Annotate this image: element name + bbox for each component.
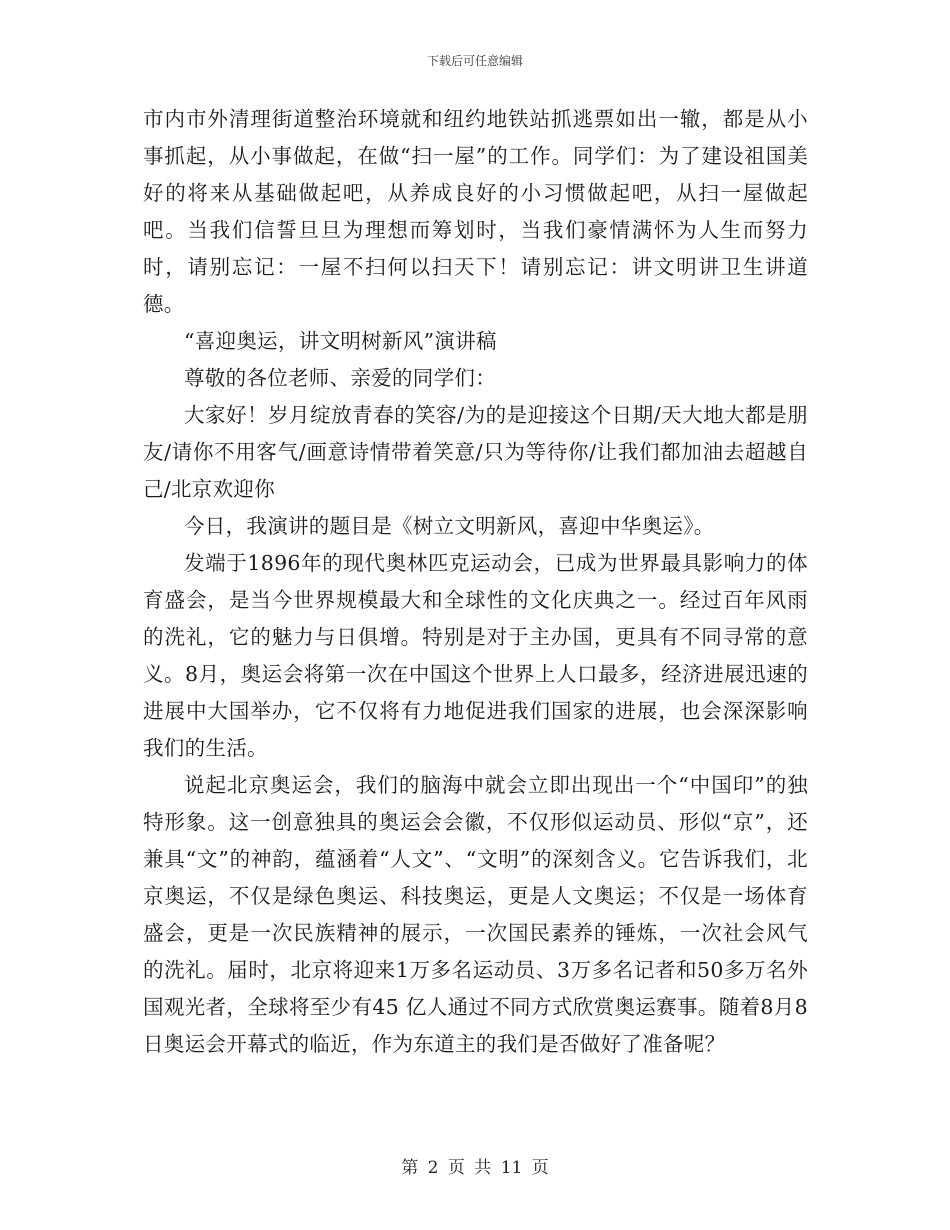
paragraph-1: 市内市外清理街道整治环境就和纽约地铁站抓逃票如出一辙，都是从小事抓起，从小事做起，在做“扫一屋”的工作。同学们：为了建设祖国美好的将来从基础做起吧，从养成良好的小习惯做起吧，从扫一屋做起吧。当我们信誓旦旦为理想而筹划时，当我们豪情满怀为人生而努力时，请别忘记：一屋不扫何以扫天下！请别忘记：讲文明讲卫生讲道德。 bbox=[143, 107, 808, 316]
paragraph-olympics-history: 发端于1896年的现代奥林匹克运动会，已成为世界最具影响力的体育盛会，是当今世界规模最大和全球性的文化庆典之一。经过百年风雨的洗礼，它的魅力与日俱增。特别是对于主办国，更具有不同寻常的意义。8月，奥运会将第一次在中国这个世界上人口最多，经济进展迅速的进展中大国举办，它不仅将有力地促进我们国家的进展，也会深深影响我们的生活。 bbox=[143, 551, 808, 760]
paragraph-greeting: 大家好！岁月绽放青春的笑容/为的是迎接这个日期/天大地大都是朋友/请你不用客气/画意诗情带着笑意/只为等待你/让我们都加油去超越自己/北京欢迎你 bbox=[143, 403, 808, 501]
page-number-footer: 第 2 页 共 11 页 bbox=[401, 1158, 549, 1178]
salutation: 尊敬的各位老师、亲爱的同学们： bbox=[184, 366, 496, 390]
document-body bbox=[143, 101, 808, 1063]
speech-title: “喜迎奥运，讲文明树新风”演讲稿 bbox=[184, 329, 497, 353]
paragraph-topic: 今日，我演讲的题目是《树立文明新风，喜迎中华奥运》。 bbox=[184, 514, 715, 538]
page-header: 下载后可任意编辑 bbox=[426, 54, 523, 68]
paragraph-beijing-olympics: 说起北京奥运会，我们的脑海中就会立即出现出一个“中国印”的独特形象。这一创意独具的奥运会会徽，不仅形似运动员、形似“京”，还兼具“文”的神韵，蕴涵着“人文”、“文明”的深刻含义。它告诉我们，北京奥运，不仅是绿色奥运、科技奥运，更是人文奥运；不仅是一场体育盛会，更是一次民族精神的展示，一次国民素养的锤炼，一次社会风气的洗礼。届时，北京将迎来1万多名运动员、3万多名记者和50多万名外国观光者，全球将至少有45 亿人通过不同方式欣赏奥运赛事。随着8月8日奥运会开幕式的临近，作为东道主的我们是否做好了准备呢？ bbox=[143, 773, 808, 1056]
